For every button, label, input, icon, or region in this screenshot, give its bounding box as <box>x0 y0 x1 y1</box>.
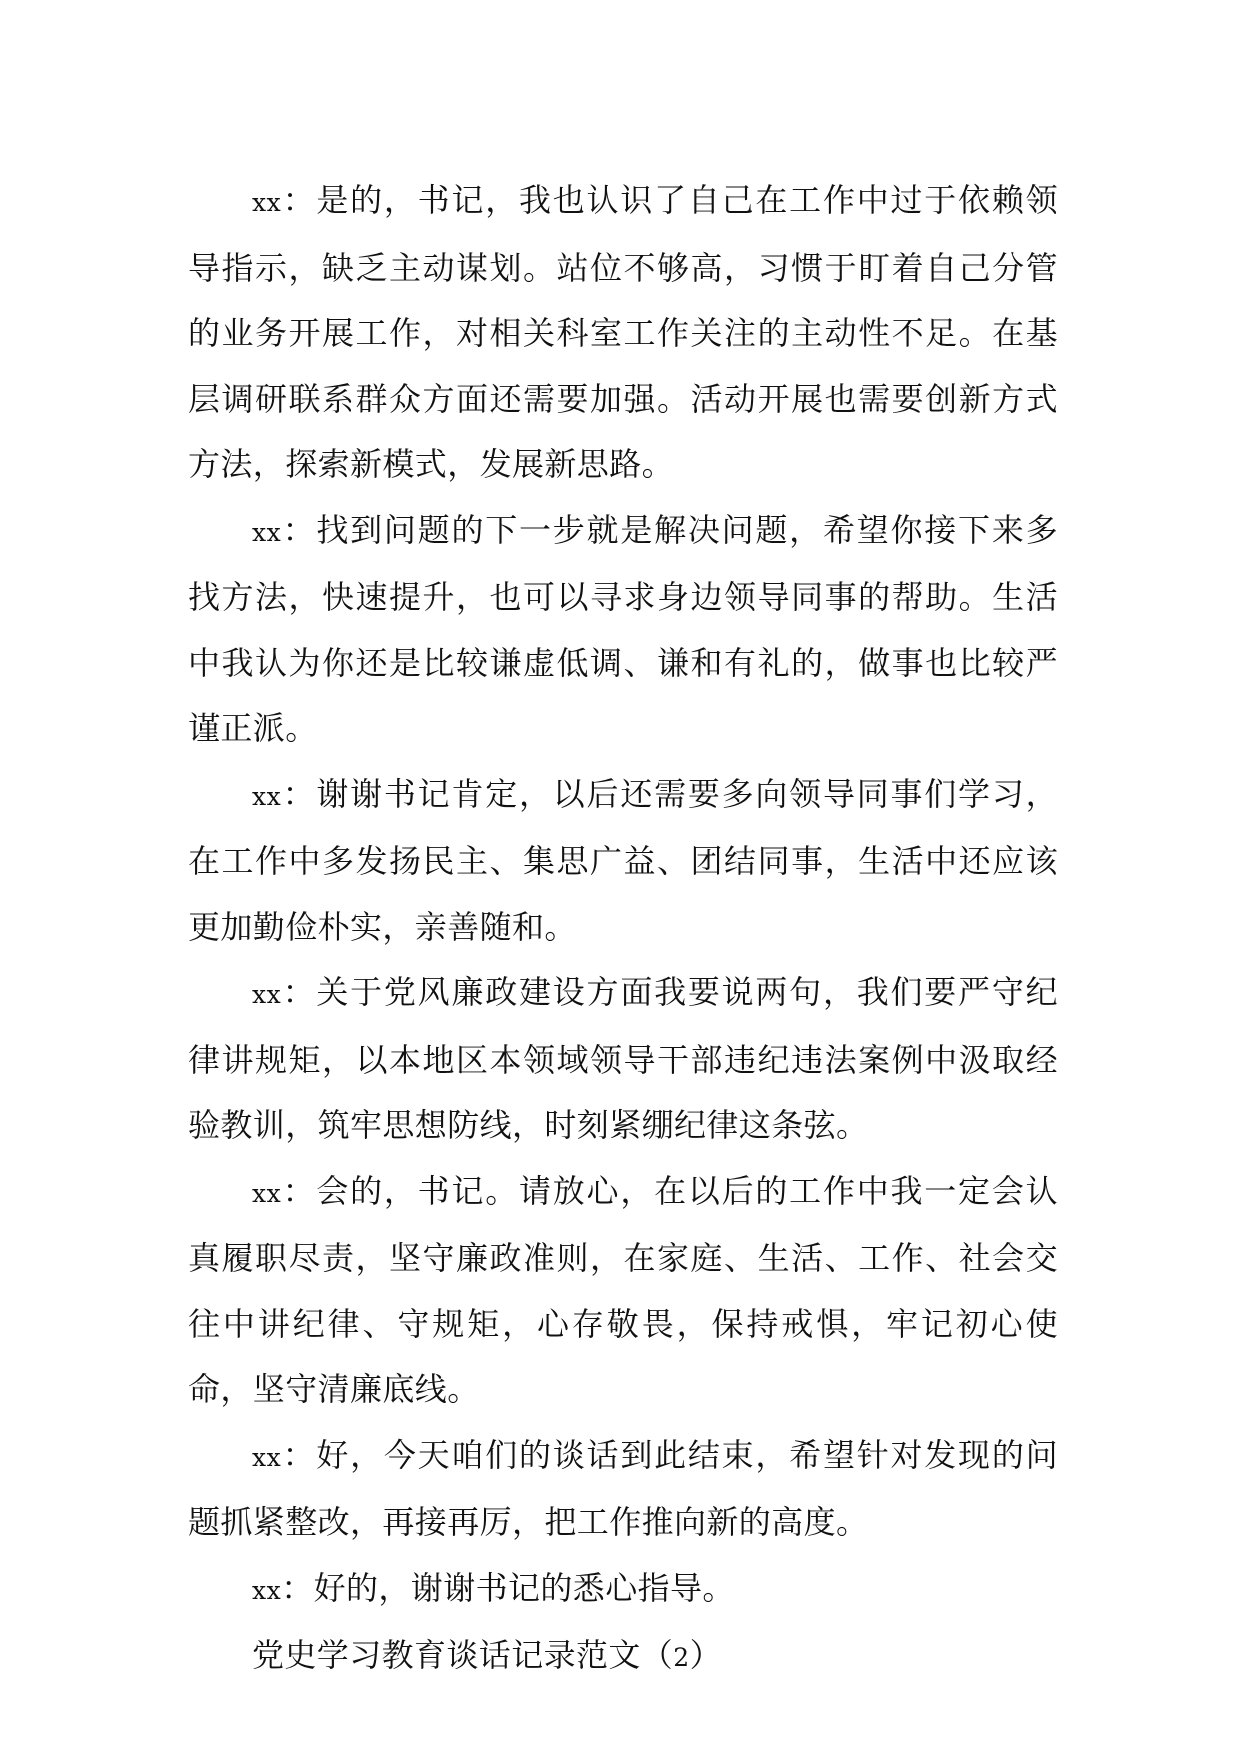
paragraph-text: ：是的，书记，我也认识了自己在工作中过于依赖领导指示，缺乏主动谋划。站位不够高，习惯于盯着自己分管的业务开展工作，对相关科室工作关注的主动性不足。在基层调研联系群众方面还需要加强。活动开展也需要创新方式方法，探索新模式，发展新思路。 <box>188 181 1058 483</box>
dialogue-paragraph-4 <box>188 960 1058 1159</box>
speaker-label: xx <box>252 517 282 547</box>
speaker-label: xx <box>252 1575 282 1605</box>
section-heading-close: ） <box>689 1636 723 1674</box>
section-heading <box>188 1623 1058 1691</box>
paragraph-text: ：好的，谢谢书记的悉心指导。 <box>281 1568 735 1607</box>
section-heading-text: 党史学习教育谈话记录范文（ <box>252 1636 674 1674</box>
dialogue-paragraph-5 <box>188 1159 1058 1423</box>
speaker-label: xx <box>252 781 282 811</box>
document-page <box>188 168 1058 1691</box>
paragraph-text: ：谢谢书记肯定，以后还需要多向领导同事们学习，在工作中多发扬民主、集思广益、团结同事，生活中还应该更加勤俭朴实，亲善随和。 <box>188 774 1058 946</box>
dialogue-paragraph-3 <box>188 762 1058 961</box>
speaker-label: xx <box>252 188 282 217</box>
speaker-label: xx <box>252 1178 282 1208</box>
paragraph-text: ：关于党风廉政建设方面我要说两句，我们要严守纪律讲规矩，以本地区本领域领导干部违纪违法案例中汲取经验教训，筑牢思想防线，时刻紧绷纪律这条弦。 <box>188 973 1058 1144</box>
dialogue-paragraph-2 <box>188 498 1058 762</box>
dialogue-paragraph-6 <box>188 1423 1058 1556</box>
paragraph-text: ：好，今天咱们的谈话到此结束，希望针对发现的问题抓紧整改，再接再厉，把工作推向新的高度。 <box>188 1435 1058 1541</box>
paragraph-text: ：找到问题的下一步就是解决问题，希望你接下来多找方法，快速提升，也可以寻求身边领导同事的帮助。生活中我认为你还是比较谦虚低调、谦和有礼的，做事也比较严谨正派。 <box>188 510 1058 747</box>
dialogue-paragraph-7 <box>188 1556 1058 1624</box>
section-heading-number: 2 <box>673 1643 690 1672</box>
paragraph-text: ：会的，书记。请放心，在以后的工作中我一定会认真履职尽责，坚守廉政准则，在家庭、生活、工作、社会交往中讲纪律、守规矩，心存敬畏，保持戒惧，牢记初心使命，坚守清廉底线。 <box>188 1171 1058 1408</box>
speaker-label: xx <box>252 980 282 1009</box>
speaker-label: xx <box>252 1442 282 1472</box>
dialogue-paragraph-1 <box>188 168 1058 498</box>
